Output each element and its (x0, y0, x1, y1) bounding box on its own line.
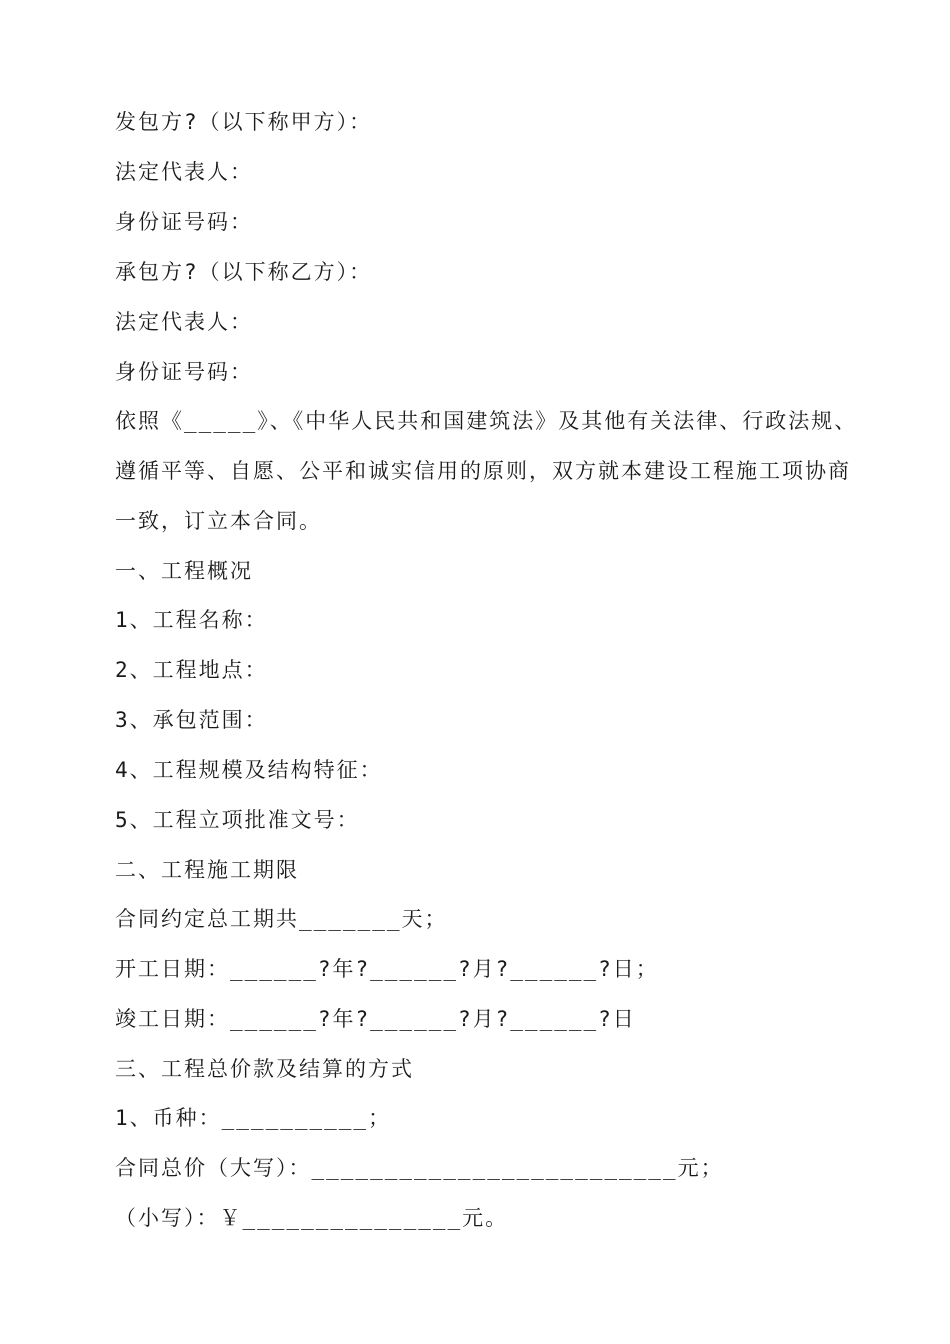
party-b-legal-rep: 法定代表人： (115, 310, 253, 334)
party-a-id-number: 身份证号码： (115, 210, 253, 234)
total-price-figures-line: （小写）：￥_______________元。 (115, 1206, 509, 1230)
total-price-words-line: 合同总价（大写）：_________________________元； (115, 1156, 724, 1180)
start-date-line: 开工日期：______?年?______?月?______?日； (115, 957, 659, 981)
project-location-item: 2、工程地点： (115, 658, 268, 682)
approval-number-item: 5、工程立项批准文号： (115, 808, 360, 832)
currency-line: 1、币种：__________； (115, 1106, 392, 1130)
contract-scope-item: 3、承包范围： (115, 708, 268, 732)
section-heading-period: 二、工程施工期限 (115, 858, 299, 882)
project-name-item: 1、工程名称： (115, 608, 268, 632)
party-a-label: 发包方?（以下称甲方）： (115, 110, 373, 134)
section-heading-overview: 一、工程概况 (115, 559, 253, 583)
total-duration-line: 合同约定总工期共_______天； (115, 907, 448, 931)
completion-date-line: 竣工日期：______?年?______?月?______?日 (115, 1007, 636, 1031)
preamble-line-1: 依照《_____》、《中华人民共和国建筑法》及其他有关法律、行政法规、 (115, 409, 858, 433)
party-b-id-number: 身份证号码： (115, 360, 253, 384)
party-b-label: 承包方?（以下称乙方）： (115, 260, 373, 284)
preamble-line-2: 遵循平等、自愿、公平和诚实信用的原则，双方就本建设工程施工项协商 (115, 459, 851, 483)
preamble-line-3: 一致，订立本合同。 (115, 509, 322, 533)
party-a-legal-rep: 法定代表人： (115, 160, 253, 184)
section-heading-price: 三、工程总价款及结算的方式 (115, 1057, 414, 1081)
project-scale-item: 4、工程规模及结构特征： (115, 758, 383, 782)
